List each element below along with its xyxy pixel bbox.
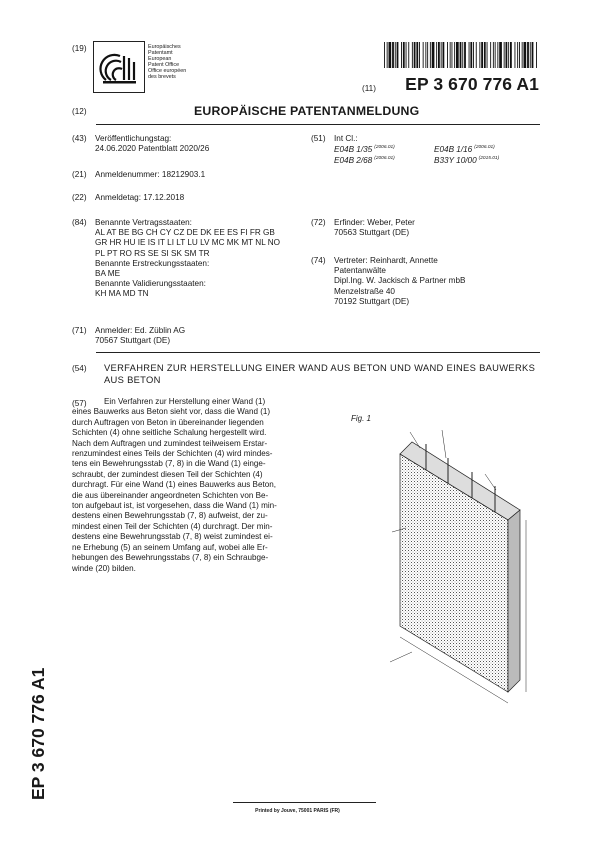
barcode	[384, 42, 537, 68]
figure-label: Fig. 1	[351, 414, 372, 423]
code-72: (72)	[311, 218, 326, 227]
abstract-line: durch Auftragen von Beton in übereinander liegenden	[72, 417, 264, 427]
inventor-line: Erfinder: Weber, Peter	[334, 218, 415, 227]
document-type: EUROPÄISCHE PATENTANMELDUNG	[194, 104, 420, 118]
office-name	[148, 44, 186, 81]
ipc-entry	[334, 156, 395, 165]
title-line: VERFAHREN ZUR HERSTELLUNG EINER WAND AUS BETON UND WAND EINES BAUWERKS	[104, 362, 536, 373]
states-line: PL PT RO RS SE SI SK SM TR	[95, 248, 210, 258]
footer-rule	[233, 802, 376, 803]
code-57: (57)	[72, 399, 87, 408]
ipc-code: E04B 1/35	[334, 145, 373, 154]
states-line: KH MA MD TN	[95, 289, 149, 299]
states-line: Benannte Erstreckungsstaaten:	[95, 258, 210, 268]
representative-line: Vertreter: Reinhardt, Annette	[334, 256, 438, 265]
abstract-line: hebungen des Bewehrungsstabs (7, 8) ein Schraubge-	[72, 553, 269, 563]
abstract-line: die aus übereinander angeordneten Schichten von Be-	[72, 490, 269, 500]
code-43: (43)	[72, 134, 87, 143]
abstract-line: Nach dem Auftragen und zumindest teilweisem Erstar-	[72, 438, 268, 448]
representative-line: Patentanwälte	[334, 266, 386, 276]
ipc-code: E04B 2/68	[334, 156, 373, 165]
representative-line: 70192 Stuttgart (DE)	[334, 296, 410, 306]
abstract-line: winde (20) bilden.	[72, 563, 136, 573]
abstract-line: destens einen Bewehrungsstab (7, 8) aufweist, der zu-	[72, 511, 268, 521]
inventor	[334, 218, 415, 238]
epo-logo-icon	[94, 42, 144, 92]
office-line: des brevets	[148, 74, 176, 81]
ipc-entry	[434, 145, 495, 154]
header-rule	[96, 124, 540, 125]
representative-line: Dipl.Ing. W. Jackisch & Partner mbB	[334, 276, 466, 286]
code-74: (74)	[311, 256, 326, 265]
abstract-line: Schichten (4) ohne seitliche Schalung hergestellt wird.	[72, 428, 267, 438]
ipc-entry	[334, 145, 395, 154]
applicant-line: 70567 Stuttgart (DE)	[95, 336, 171, 346]
abstract-line: destens eine Bewehrungsstab (7, 8) weist zumindest ei-	[72, 532, 273, 542]
code-71: (71)	[72, 326, 87, 335]
office-line: Office européen	[148, 68, 187, 75]
abstract-line: tens ein Bewehrungsstab (7, 8) in die Wand (1) einge-	[72, 459, 266, 469]
invention-title	[104, 362, 535, 386]
states-line: Benannte Validierungsstaaten:	[95, 279, 206, 289]
int-cl-label: Int Cl.:	[334, 134, 358, 143]
abstract-line: schraubt, der zumindest diesen Teil der Schichten (4)	[72, 469, 263, 479]
vertical-publication-number: EP 3 670 776 A1	[28, 667, 48, 800]
ipc-date: (2006.01)	[374, 145, 395, 150]
printed-by: Printed by Jouve, 75001 PARIS (FR)	[255, 808, 340, 814]
publication-date-block	[95, 134, 209, 154]
inventor-line: 70563 Stuttgart (DE)	[334, 228, 410, 238]
code-21: (21)	[72, 170, 87, 179]
states-line: BA ME	[95, 269, 121, 279]
office-line: Patent Office	[148, 62, 180, 69]
abstract-line: ton aufgebaut ist, ist vorgesehen, dass die Wand (1) min-	[72, 501, 277, 511]
title-line: AUS BETON	[104, 374, 161, 385]
code-22: (22)	[72, 193, 87, 202]
ipc-date: (2006.01)	[374, 156, 395, 161]
abstract-line: eines Bauwerks aus Beton sieht vor, dass die Wand (1)	[72, 407, 271, 417]
designated-states	[95, 218, 280, 300]
states-line: Benannte Vertragsstaaten:	[95, 218, 192, 227]
representative-line: Menzelstraße 40	[334, 286, 395, 296]
publication-label: Veröffentlichungstag:	[95, 134, 172, 143]
abstract-line: mindest einen Teil der Schichten (4) durchragt. Der min-	[72, 521, 273, 531]
abstract-line: ne Erhebung (5) an seinem Umfang auf, wobei alle Er-	[72, 542, 268, 552]
office-line: Patentamt	[148, 50, 173, 57]
states-line: GR HR HU IE IS IT LI LT LU LV MC MK MT NL NO	[95, 238, 281, 248]
ipc-date: (2015.01)	[478, 156, 500, 161]
code-19: (19)	[72, 44, 87, 53]
filing-date: Anmeldetag: 17.12.2018	[95, 193, 185, 202]
bib-rule	[96, 352, 540, 353]
ipc-entry	[434, 156, 499, 165]
publication-value: 24.06.2020 Patentblatt 2020/26	[95, 144, 210, 154]
ipc-code: B33Y 10/00	[434, 156, 477, 165]
applicant	[95, 326, 185, 346]
code-12: (12)	[72, 107, 87, 116]
office-line: European	[148, 56, 172, 63]
abstract-line: durchragt. Für eine Wand (1) eines Bauwerks aus Beton,	[72, 480, 276, 490]
publication-number: EP 3 670 776 A1	[405, 74, 539, 94]
application-number: Anmeldenummer: 18212903.1	[95, 170, 206, 179]
code-51: (51)	[311, 134, 326, 143]
representative	[334, 256, 466, 307]
applicant-line: Anmelder: Ed. Züblin AG	[95, 326, 186, 335]
abstract	[72, 397, 277, 574]
code-84: (84)	[72, 218, 87, 227]
code-54: (54)	[72, 364, 87, 373]
ipc-date: (2006.01)	[474, 145, 495, 150]
code-11: (11)	[362, 84, 376, 93]
office-line: Europäisches	[148, 44, 181, 50]
ipc-code: E04B 1/16	[434, 145, 473, 154]
states-line: AL AT BE BG CH CY CZ DE DK EE ES FI FR GB	[95, 228, 275, 238]
wall-drawing	[330, 412, 545, 712]
epo-logo	[93, 41, 145, 93]
abstract-line: Ein Verfahren zur Herstellung einer Wand (1)	[104, 397, 266, 406]
abstract-line: renzumindest eines Teils der Schichten (4) wird mindes-	[72, 449, 273, 459]
